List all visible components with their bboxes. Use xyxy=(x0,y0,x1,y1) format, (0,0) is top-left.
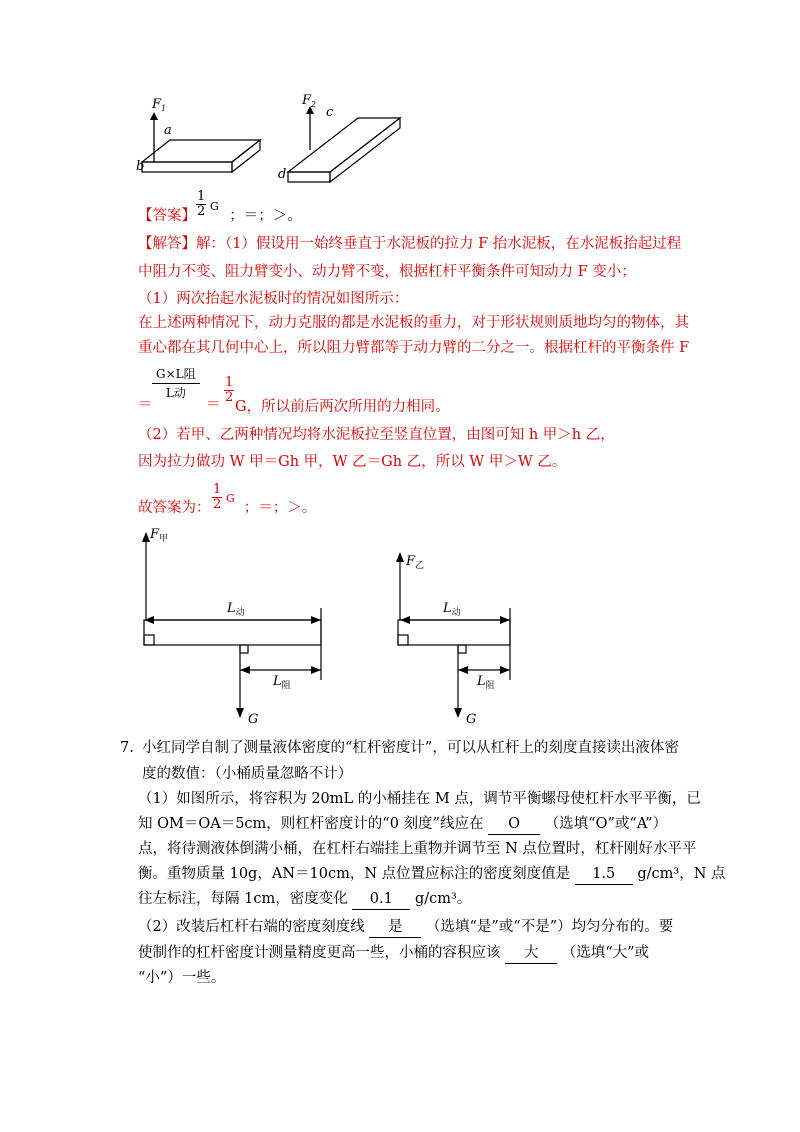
lever-figure xyxy=(130,520,530,735)
left-lever xyxy=(144,540,321,710)
final-label: 故答案为： xyxy=(138,500,211,516)
q7-line-2: 度的数值：（小桶质量忽略不计） xyxy=(142,766,353,782)
eq-fraction-half: $\frac{1}{2}$ xyxy=(225,375,234,405)
answer-blank-1: O xyxy=(488,814,540,835)
q7-line-1: 小红同学自制了测量液体密度的“杠杆密度计”，可以从杠杆上的刻度直接读出液体密 xyxy=(142,740,679,756)
right-force-label: $F_2$ xyxy=(302,93,317,109)
solution-line-7: （2）若甲、乙两种情况均将水泥板拉至竖直位置，由图可知 h 甲＞h 乙， xyxy=(138,427,615,443)
q7-line-4: 知 OM＝OA＝5cm，则杠杆密度计的“0 刻度”线应在 O （选填“O”或“A”） xyxy=(138,814,667,835)
left-g-label: G xyxy=(248,712,259,727)
solution-line-4: 在上述两种情况下，动力克服的都是水泥板的重力，对于形状规则质地均匀的物体，其 xyxy=(138,315,689,331)
q7-line-10: “小”）一些。 xyxy=(138,970,226,986)
q7-number: 7. xyxy=(120,740,134,756)
left-g-arrow xyxy=(236,708,244,718)
right-force-arrow xyxy=(396,552,404,562)
solution-line-1: 【解答】解：（1）假设用一始终垂直于水泥板的拉力 F 抬水泥板，在水泥板抬起过程 xyxy=(138,236,682,252)
solution-line-3: （1）两次抬起水泥板时的情况如图所示： xyxy=(138,291,409,307)
left-force-arrow xyxy=(142,532,150,542)
right-res-label: $L_阻$ xyxy=(477,674,495,691)
q7-line-6: 衡。重物质量 10g，AN＝10cm，N 点位置应标注的密度刻度值是 1.5 g/cm³，N 点 xyxy=(138,864,726,885)
left-force-label: $F_甲$ xyxy=(150,527,169,544)
left-plate xyxy=(142,140,260,172)
right-c-label: c xyxy=(326,105,334,120)
final-g: G xyxy=(226,492,235,505)
left-b-label: b xyxy=(136,159,145,174)
left-res-label: $L_阻$ xyxy=(273,674,291,691)
solution-line-5: 重心都在其几何中心上，所以阻力臂都等于动力臂的二分之一。根据杠杆的平衡条件 F xyxy=(138,340,690,356)
answer-blank-5: 大 xyxy=(505,943,557,964)
q7-line-8: （2）改装后杠杆右端的密度刻度线 是 （选填“是”或“不是”）均匀分布的。要 xyxy=(138,917,673,938)
answer-fraction: $\frac{1}{2}$ xyxy=(197,189,206,219)
solution-line-2: 中阻力不变、阻力臂变小、动力臂不变，根据杠杆平衡条件可知动力 F 变小； xyxy=(138,264,636,280)
right-force-label: $F_乙$ xyxy=(406,554,425,571)
solution-label: 【解答】 xyxy=(138,236,196,252)
plates-figure xyxy=(130,90,410,190)
final-rest: ；＝；＞。 xyxy=(243,500,317,516)
q7-line-7: 往左标注，每隔 1cm，密度变化 0.1 g/cm³。 xyxy=(138,889,471,910)
q7-line-5: 点，将待测液体倒满小桶，在杠杆右端挂上重物并调节至 N 点位置时，杠杆刚好水平平 xyxy=(138,841,697,857)
answer-blank-2: 1.5 xyxy=(575,864,633,885)
right-arm-label: $L_动$ xyxy=(443,601,461,618)
left-force-label: $F_1$ xyxy=(152,97,167,113)
solution-line-8: 因为拉力做功 W 甲＝Gh 甲，W 乙＝Gh 乙，所以 W 甲＞W 乙。 xyxy=(138,454,567,470)
answer-blank-3: 0.1 xyxy=(352,889,410,910)
answer-rest: ；＝；＞。 xyxy=(229,208,302,224)
q7-line-3: （1）如图所示，将容积为 20mL 的小桶挂在 M 点，调节平衡螺母使杠杆水平平衡，已 xyxy=(138,791,701,807)
right-plate xyxy=(288,118,400,182)
eq-mid: ＝ xyxy=(206,397,221,413)
right-g-label: G xyxy=(466,712,477,727)
answer-g: G xyxy=(210,200,219,213)
left-arm-label: $L_动$ xyxy=(227,601,245,618)
eq-fraction-main: G×L阻 L动 xyxy=(152,365,200,402)
eq-rest: G，所以前后两次所用的力相同。 xyxy=(235,399,450,415)
answer-label: 【答案】 xyxy=(138,208,196,224)
answer-line xyxy=(138,206,302,226)
left-a-label: a xyxy=(164,123,172,138)
answer-blank-4: 是 xyxy=(369,917,421,938)
eq-prefix: ＝ xyxy=(138,397,153,413)
final-fraction: $\frac{1}{2}$ xyxy=(213,482,222,512)
q7-line-9: 使制作的杠杆密度计测量精度更高一些，小桶的容积应该 大 （选填“大”或 xyxy=(138,943,649,964)
right-d-label: d xyxy=(278,167,287,182)
right-g-arrow xyxy=(454,708,462,718)
